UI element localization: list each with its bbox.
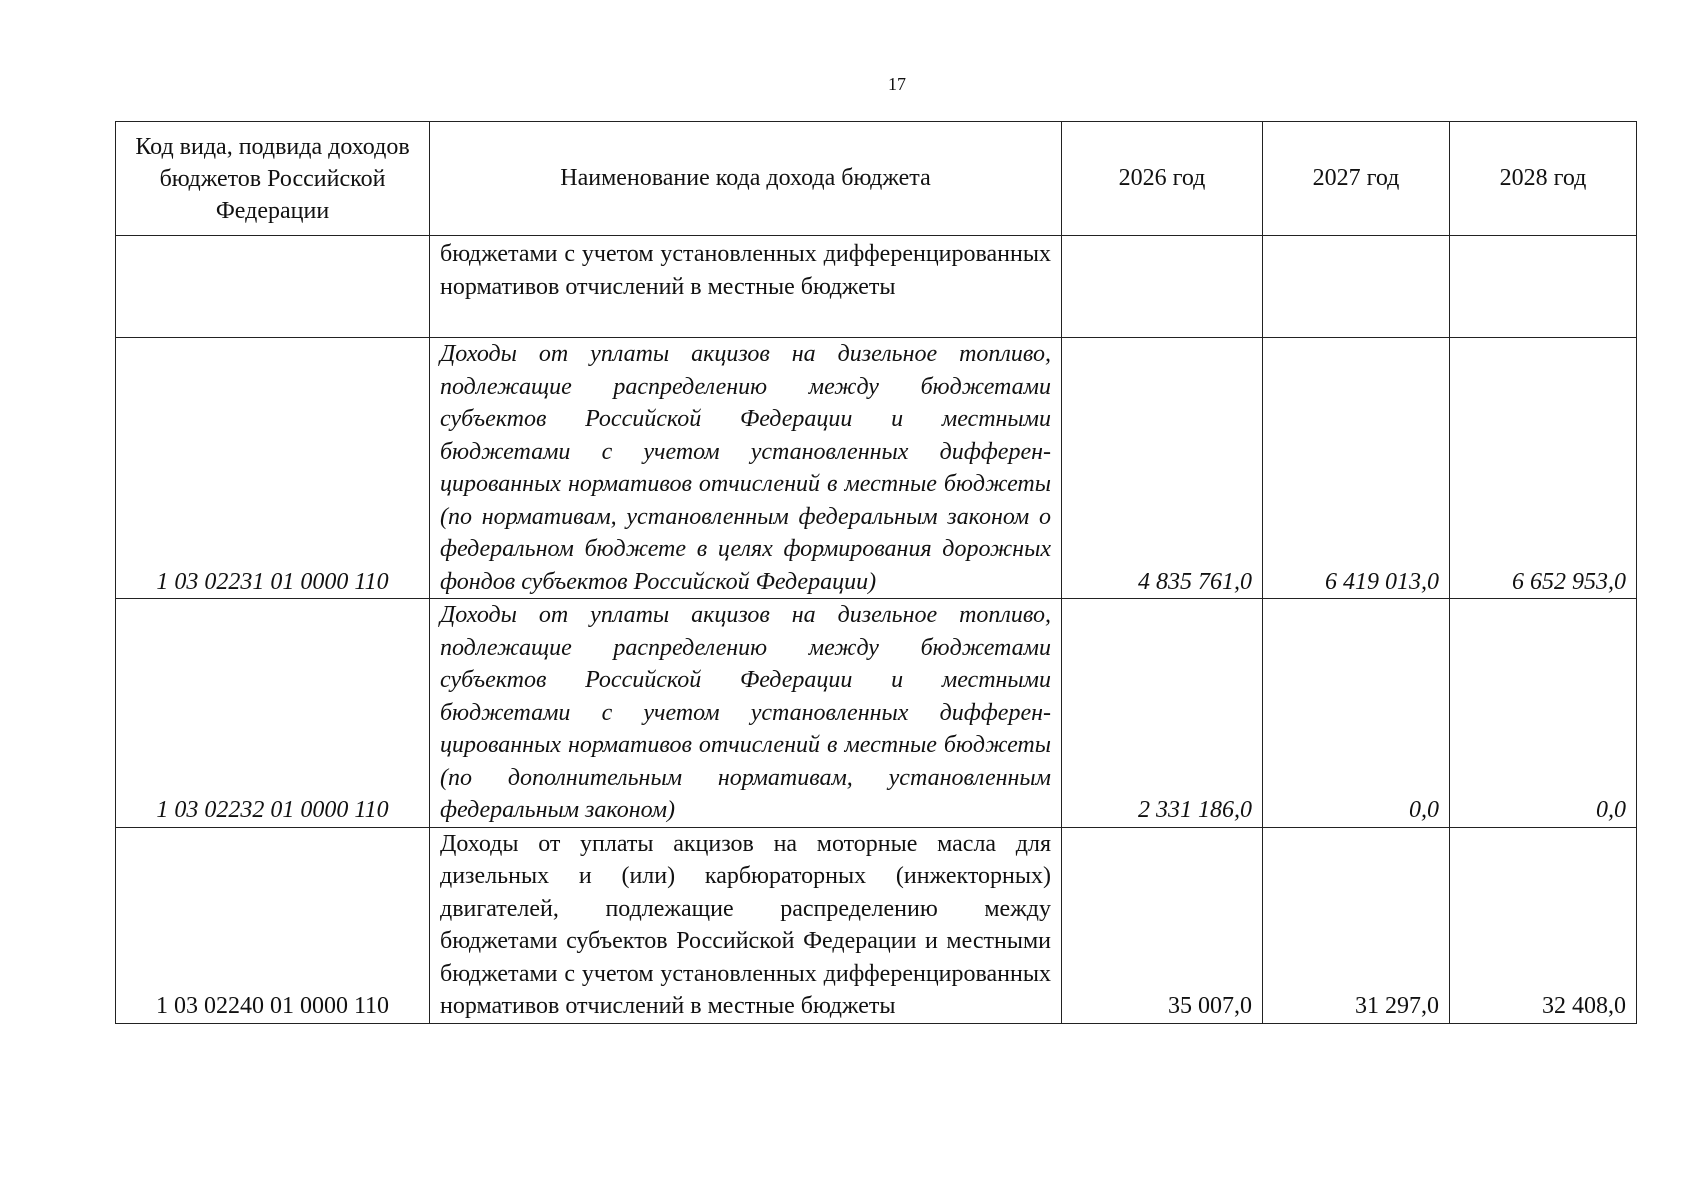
cell-2028: 32 408,0 xyxy=(1450,827,1637,1023)
cell-2028: 6 652 953,0 xyxy=(1450,338,1637,599)
cell-2026: 2 331 186,0 xyxy=(1062,599,1263,828)
cell-code xyxy=(116,236,430,338)
cell-2026: 35 007,0 xyxy=(1062,827,1263,1023)
cell-name: Доходы от уплаты акцизов на дизельное топливо, подлежащие распределению между бюджетами субъектов Российской Федерации и местными бюджетами с учетом установленных дифференцированных нормативов отчислений в местные бюджеты (по дополнительным нормативам, установленным федеральным законом) xyxy=(430,599,1062,828)
table-row xyxy=(116,827,1637,1023)
table-row xyxy=(116,236,1637,338)
table-row xyxy=(116,338,1637,599)
page-number: 17 xyxy=(888,74,906,94)
cell-code: 1 03 02232 01 0000 110 xyxy=(116,599,430,828)
cell-2028: 0,0 xyxy=(1450,599,1637,828)
cell-name: бюджетами с учетом установленных дифференцированных нормативов отчислений в местные бюджеты xyxy=(430,236,1062,338)
cell-2026: 4 835 761,0 xyxy=(1062,338,1263,599)
header-2028: 2028 год xyxy=(1450,122,1637,236)
cell-name: Доходы от уплаты акцизов на моторные масла для дизельных и (или) карбюраторных (инжекторных) двигателей, подлежащие распределению между бюджетами субъектов Российской Федерации и местными бюджетами с учетом установленных дифференцированных нормативов отчислений в местные бюджеты xyxy=(430,827,1062,1023)
cell-2027: 31 297,0 xyxy=(1263,827,1450,1023)
cell-name: Доходы от уплаты акцизов на дизельное топливо, подлежащие распределению между бюджетами субъектов Российской Федерации и местными бюджетами с учетом установленных дифференцированных нормативов отчислений в местные бюджеты (по нормативам, установленным федеральным законом о федеральном бюджете в целях формирования дорожных фондов субъектов Российской Федерации) xyxy=(430,338,1062,599)
cell-2027: 6 419 013,0 xyxy=(1263,338,1450,599)
cell-2028 xyxy=(1450,236,1637,338)
cell-2027 xyxy=(1263,236,1450,338)
table-row xyxy=(116,599,1637,828)
cell-code: 1 03 02231 01 0000 110 xyxy=(116,338,430,599)
table-header-row xyxy=(116,122,1637,236)
budget-revenue-table xyxy=(115,121,1637,1024)
cell-2026 xyxy=(1062,236,1263,338)
header-code: Код вида, подвида доходов бюджетов Российской Федерации xyxy=(116,122,430,236)
cell-code: 1 03 02240 01 0000 110 xyxy=(116,827,430,1023)
header-2026: 2026 год xyxy=(1062,122,1263,236)
header-name: Наименование кода дохода бюджета xyxy=(430,122,1062,236)
cell-2027: 0,0 xyxy=(1263,599,1450,828)
header-2027: 2027 год xyxy=(1263,122,1450,236)
